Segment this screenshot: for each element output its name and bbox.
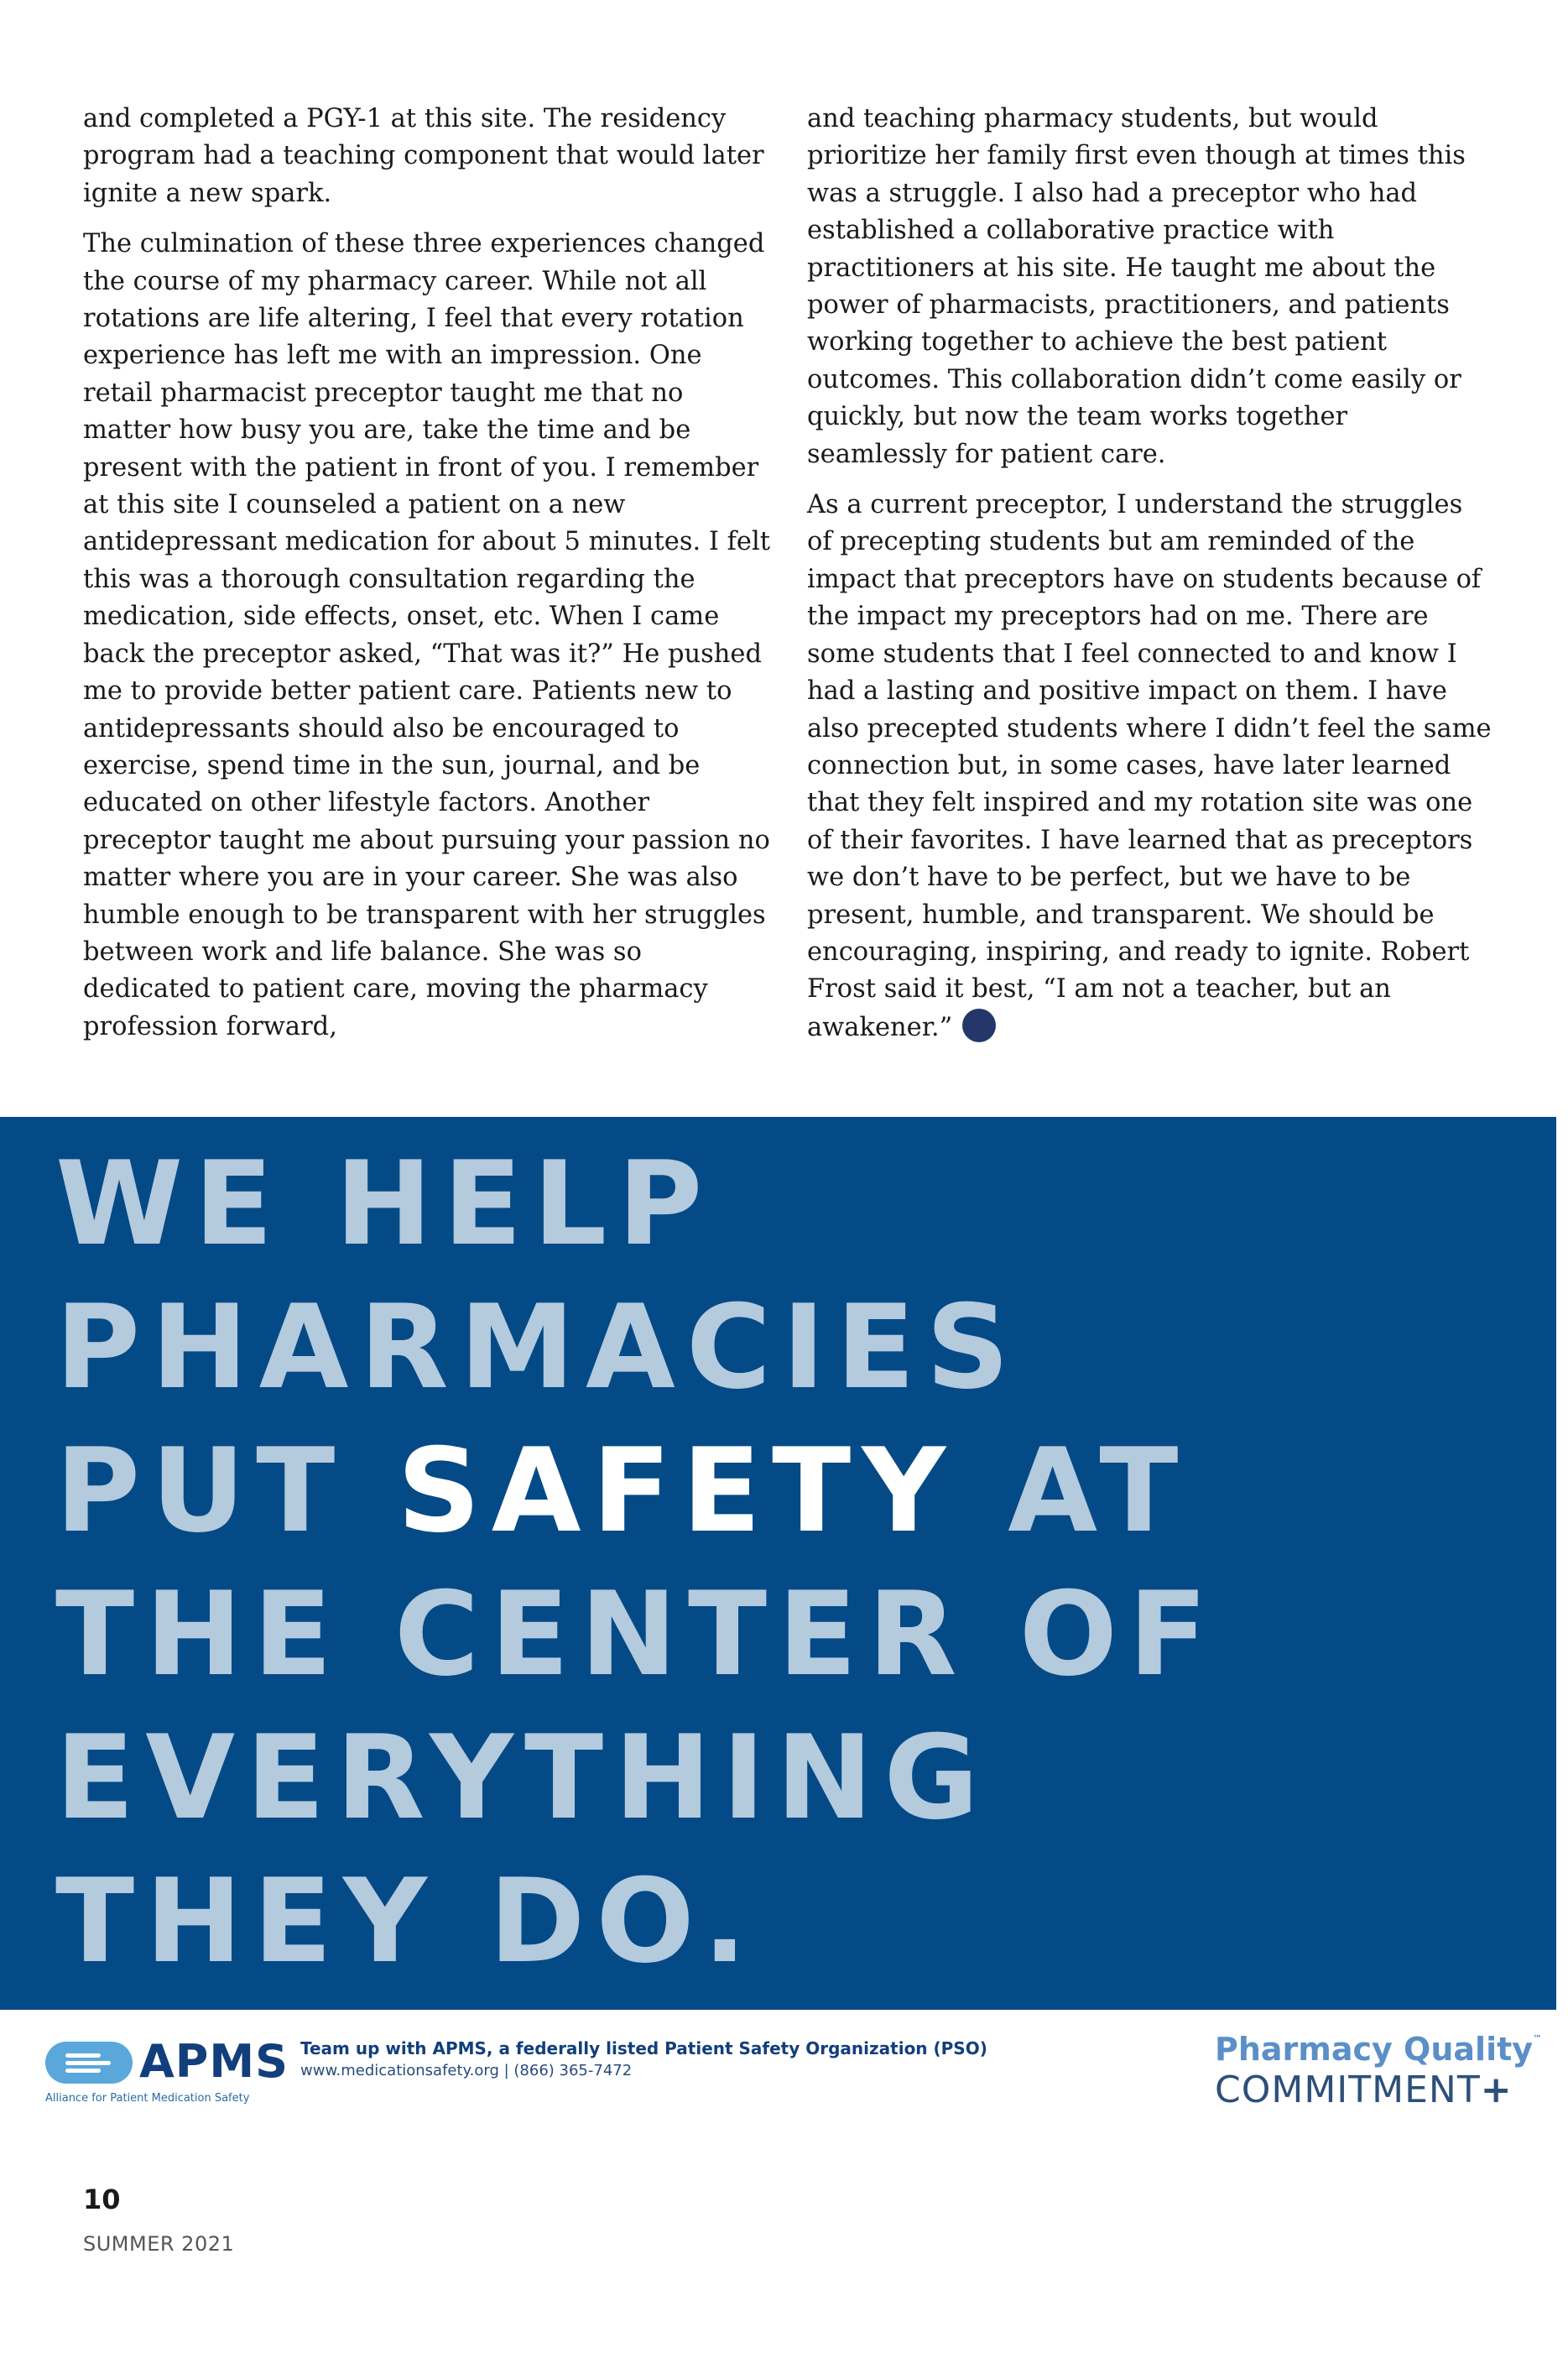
article-paragraph xyxy=(807,487,1495,1046)
apms-logo-wordmark: APMS xyxy=(139,2035,289,2088)
pharmacy-quality-commitment-logo[interactable] xyxy=(1215,2020,1543,2112)
ad-headline-text: PUT xyxy=(55,1423,398,1558)
apms-pill-icon xyxy=(45,2042,133,2084)
ad-headline-line: PHARMACIES xyxy=(55,1280,1021,1415)
article-paragraph: The culmination of these three experiences changed the course of my pharmacy career. While not all rotations are life altering, I feel that every rotation experience has left me with an impression. One retail pharmacist preceptor taught me that no matter how busy you are, take the time and be present with the patient in front of you. I remember at this site I counseled a patient on a new antidepressant medication for about 5 minutes. I felt this was a thorough consultation regarding the medication, side effects, onset, etc. When I came back the preceptor asked, “That was it?” He pushed me to provide better patient care. Patients new to antidepressants should also be encouraged to exercise, spend time in the sun, journal, and be educated on other lifestyle factors. Another preceptor taught me about pursuing your passion no matter where you are in your career. She was also humble enough to be transparent with her struggles between work and life balance. She was so dedicated to patient care, moving the pharmacy profession forward, xyxy=(83,229,770,1041)
end-of-article-dot-icon xyxy=(962,1009,996,1042)
ad-headline-highlight: SAFETY xyxy=(397,1423,957,1558)
ad-headline-line: THEY DO. xyxy=(55,1854,758,1989)
ad-promo-headline: Team up with APMS, a federally listed Patient Safety Organization (PSO) xyxy=(300,2038,987,2058)
ad-footer-strip xyxy=(0,2010,1568,2136)
article-paragraph: and teaching pharmacy students, but would prioritize her family first even though at times this was a struggle. I also had a preceptor who had established a collaborative practice with practitioners at his site. He taught me about the power of pharmacists, practitioners, and patients working together to achieve the best patient outcomes. This collaboration didn’t come easily or quickly, but now the team works together seamlessly for patient care. xyxy=(807,104,1466,469)
article-right-column xyxy=(807,101,1495,1060)
ad-headline-line: THE CENTER OF xyxy=(55,1567,1219,1702)
ad-headline xyxy=(55,1132,1482,1993)
ad-promo-text xyxy=(300,2037,987,2082)
plus-icon: + xyxy=(1480,2069,1513,2111)
ad-contact-link[interactable]: www.medicationsafety.org | (866) 365-7472 xyxy=(300,2062,633,2079)
ad-headline-line xyxy=(55,1419,1482,1563)
pqc-logo-bottom: COMMITMENT+ xyxy=(1215,2069,1513,2111)
apms-advertisement xyxy=(0,1117,1556,2010)
pqc-logo-top: Pharmacy Quality™ xyxy=(1215,2031,1543,2068)
issue-label: SUMMER 2021 xyxy=(83,2232,235,2256)
ad-headline-line: EVERYTHING xyxy=(55,1710,990,1845)
article-paragraph: and completed a PGY-1 at this site. The residency program had a teaching component that would later ignite a new spark. xyxy=(83,104,764,208)
article-paragraph-text: As a current preceptor, I understand the struggles of precepting students but am reminded of the impact that preceptors have on students because of the impact my preceptors had on me. There are some students that I feel connected to and know I had a lasting and positive impact on them. I have also precepted students where I didn’t feel the same connection but, in some cases, have later learned that they felt inspired and my rotation site was one of their favorites. I have learned that as preceptors we don’t have to be perfect, but we have to be present, humble, and transparent. We should be encouraging, inspiring, and ready to ignite. Robert Frost said it best, “I am not a teacher, but an awakener.” xyxy=(807,490,1492,1042)
article-left-column xyxy=(83,101,771,1059)
page-number: 10 xyxy=(83,2183,121,2215)
apms-logo[interactable] xyxy=(45,2035,289,2110)
apms-logo-tagline: Alliance for Patient Medication Safety xyxy=(45,2092,250,2105)
ad-headline-text: AT xyxy=(956,1423,1190,1558)
ad-headline-line: WE HELP xyxy=(55,1136,714,1271)
